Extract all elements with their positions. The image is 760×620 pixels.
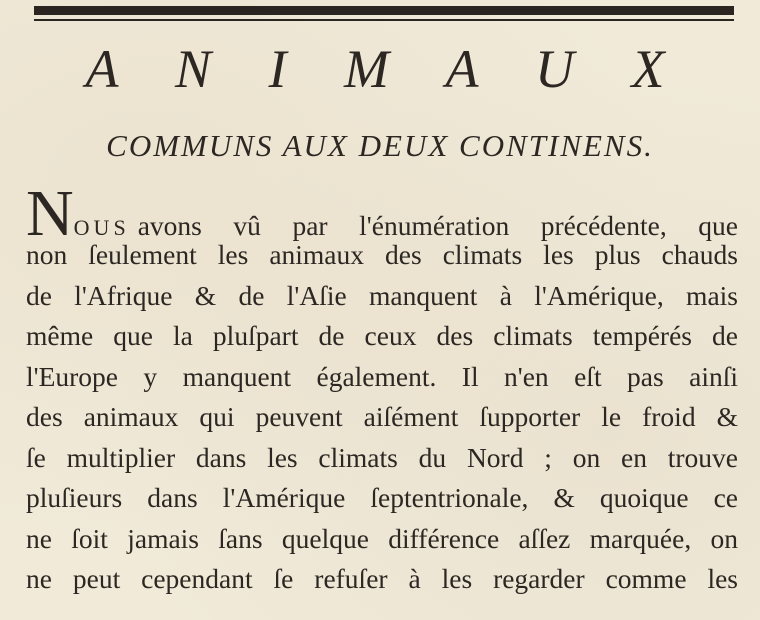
text-line: l'Europe y manquent également. Il n'en eſt pas ainſi — [26, 360, 738, 392]
drop-cap: N — [26, 177, 74, 250]
text-line: même que la pluſpart de ceux des climats tempérés de — [26, 320, 738, 351]
chapter-title: A N I M A U X — [85, 39, 687, 99]
text-line: de l'Afrique & de l'Aſie manquent à l'Amérique, mais — [26, 279, 738, 311]
text-line: pluſieurs dans l'Amérique ſeptentrionale, & quoique ce — [26, 482, 738, 513]
text-line: non ſeulement les animaux des climats les plus chauds — [26, 239, 738, 270]
first-line-text: avons vû par l'énumération précédente, que — [137, 210, 738, 241]
header-rule-thin — [34, 19, 734, 21]
chapter-subtitle: COMMUNS AUX DEUX CONTINENS. — [106, 128, 654, 163]
body-paragraph — [26, 177, 738, 600]
text-line: ne peut cependant ſe refuſer à les regarder comme les — [26, 563, 738, 594]
header-rule-thick — [34, 6, 734, 15]
text-line: ſe multiplier dans les climats du Nord ; on en trouve — [26, 441, 738, 473]
first-word-small-caps: OUS — [73, 215, 130, 240]
text-line: ne ſoit jamais ſans quelque différence aſſez marquée, on — [26, 522, 738, 554]
text-line: des animaux qui peuvent aiſément ſupporter le froid & — [26, 401, 738, 432]
